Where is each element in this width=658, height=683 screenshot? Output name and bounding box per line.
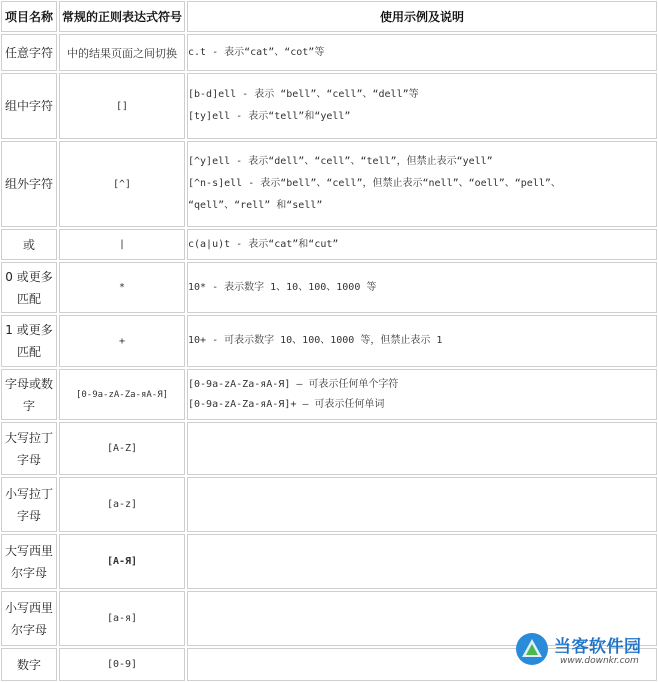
table-row <box>1 477 657 532</box>
row-desc <box>187 141 657 227</box>
desc-line: 10+ - 可表示数字 10、100、1000 等，但禁止表示 1 <box>188 335 443 346</box>
row-name: 组中字符 <box>1 73 57 139</box>
row-name: 或 <box>1 229 57 260</box>
row-name: 字母或数字 <box>1 369 57 420</box>
row-name: 组外字符 <box>1 141 57 227</box>
table-row <box>1 73 657 139</box>
row-symbol: [^] <box>59 141 185 227</box>
header-regex-symbol: 常规的正则表达式符号 <box>59 1 185 32</box>
row-symbol: * <box>59 262 185 313</box>
desc-line: 10* - 表示数字 1、10、100、1000 等 <box>188 281 377 293</box>
row-symbol: [А-Я] <box>59 534 185 589</box>
row-symbol: | <box>59 229 185 260</box>
row-symbol: [A-Z] <box>59 422 185 475</box>
row-name: 0 或更多匹配 <box>1 262 57 313</box>
row-desc <box>187 422 657 475</box>
row-symbol: [a-z] <box>59 477 185 532</box>
table-row <box>1 229 657 260</box>
desc-line: c.t - 表示“cat”、“cot”等 <box>188 46 325 58</box>
row-desc <box>187 73 657 139</box>
row-symbol: [] <box>59 73 185 139</box>
desc-line: c(a|u)t - 表示“cat”和“cut” <box>188 238 339 250</box>
row-name: 任意字符 <box>1 34 57 71</box>
header-item-name: 项目名称 <box>1 1 57 32</box>
row-desc <box>187 262 657 313</box>
watermark-logo-icon <box>514 631 550 667</box>
row-name: 1 或更多匹配 <box>1 315 57 367</box>
row-name: 数字 <box>1 648 57 681</box>
desc-line: [ty]ell - 表示“tell”和“yell” <box>188 111 351 122</box>
row-name: 大写拉丁字母 <box>1 422 57 475</box>
row-desc <box>187 229 657 260</box>
desc-line: “qell”、“rell” 和“sell” <box>188 200 323 211</box>
row-symbol: [а-я] <box>59 591 185 646</box>
header-row <box>1 1 657 32</box>
row-symbol: 中的结果页面之间切换 <box>59 34 185 71</box>
desc-line: [b-d]ell - 表示 “bell”、“cell”、“dell”等 <box>188 89 419 100</box>
table-row <box>1 315 657 367</box>
table-row <box>1 141 657 227</box>
row-name: 小写西里尔字母 <box>1 591 57 646</box>
watermark <box>514 631 654 671</box>
table-row <box>1 369 657 420</box>
row-name: 小写拉丁字母 <box>1 477 57 532</box>
table-row <box>1 262 657 313</box>
table-row <box>1 534 657 589</box>
desc-line: [0-9a-zA-Zа-яА-Я] — 可表示任何单个字符 <box>188 378 399 390</box>
row-symbol: [0-9a-zA-Zа-яА-Я] <box>59 369 185 420</box>
row-symbol: + <box>59 315 185 367</box>
watermark-url: www.downkr.com <box>560 656 639 666</box>
row-desc <box>187 369 657 420</box>
table-row <box>1 422 657 475</box>
desc-line: [^y]ell - 表示“dell”、“cell”、“tell”，但禁止表示“yell” <box>188 156 493 167</box>
watermark-title: 当客软件园 <box>554 637 642 657</box>
header-example: 使用示例及说明 <box>187 1 657 32</box>
row-desc <box>187 34 657 71</box>
desc-line: [0-9a-zA-Zа-яА-Я]+ — 可表示任何单词 <box>188 398 385 410</box>
row-name: 大写西里尔字母 <box>1 534 57 589</box>
table-row <box>1 34 657 71</box>
desc-line: [^n-s]ell - 表示“bell”、“cell”，但禁止表示“nell”、“oell”、“pell”、 <box>188 178 561 189</box>
row-desc <box>187 315 657 367</box>
row-desc <box>187 477 657 532</box>
row-symbol: [0-9] <box>59 648 185 681</box>
row-desc <box>187 534 657 589</box>
